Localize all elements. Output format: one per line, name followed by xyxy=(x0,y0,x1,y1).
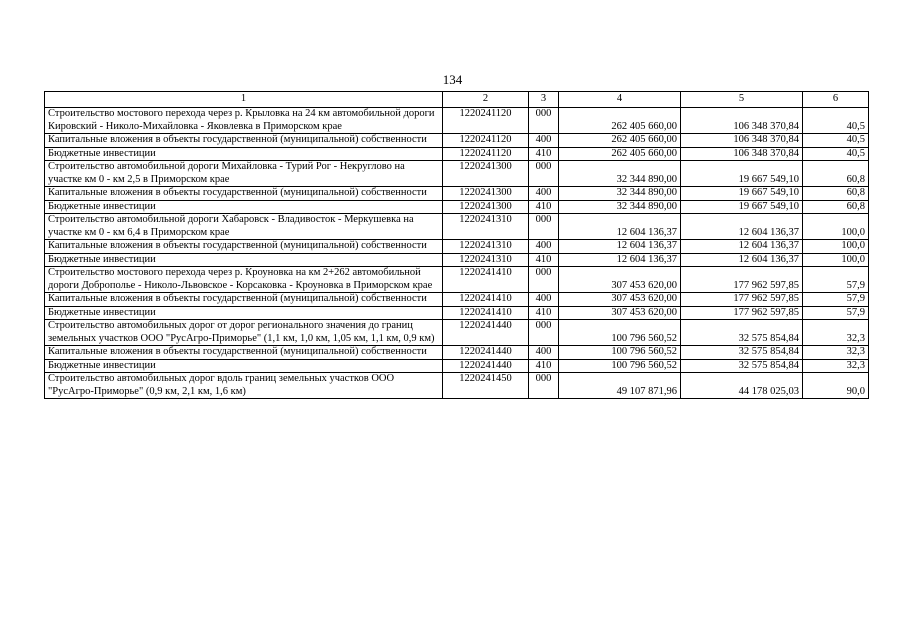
row-name: Капитальные вложения в объекты государственной (муниципальной) собственности xyxy=(45,293,443,307)
row-planned-amount: 307 453 620,00 xyxy=(559,293,681,307)
row-actual-amount: 32 575 854,84 xyxy=(681,359,803,373)
row-expense-type: 400 xyxy=(529,240,559,254)
column-header-1: 1 xyxy=(45,92,443,108)
row-code: 1220241410 xyxy=(443,293,529,307)
row-actual-amount: 19 667 549,10 xyxy=(681,161,803,187)
row-planned-amount: 100 796 560,52 xyxy=(559,359,681,373)
row-expense-type: 410 xyxy=(529,200,559,214)
row-name: Бюджетные инвестиции xyxy=(45,306,443,320)
row-name: Бюджетные инвестиции xyxy=(45,359,443,373)
row-expense-type: 400 xyxy=(529,346,559,360)
row-execution-percent: 60,8 xyxy=(803,200,869,214)
row-expense-type: 000 xyxy=(529,214,559,240)
budget-table xyxy=(44,91,869,399)
row-expense-type: 410 xyxy=(529,253,559,267)
row-expense-type: 000 xyxy=(529,373,559,399)
row-actual-amount: 106 348 370,84 xyxy=(681,134,803,148)
column-header-5: 5 xyxy=(681,92,803,108)
table-body xyxy=(45,108,869,399)
row-code: 1220241120 xyxy=(443,108,529,134)
row-actual-amount: 19 667 549,10 xyxy=(681,187,803,201)
row-execution-percent: 40,5 xyxy=(803,134,869,148)
row-code: 1220241410 xyxy=(443,306,529,320)
row-planned-amount: 32 344 890,00 xyxy=(559,161,681,187)
row-execution-percent: 60,8 xyxy=(803,187,869,201)
row-expense-type: 000 xyxy=(529,320,559,346)
row-execution-percent: 57,9 xyxy=(803,306,869,320)
row-code: 1220241310 xyxy=(443,240,529,254)
row-code: 1220241300 xyxy=(443,187,529,201)
row-name: Бюджетные инвестиции xyxy=(45,253,443,267)
row-planned-amount: 100 796 560,52 xyxy=(559,346,681,360)
table-row xyxy=(45,293,869,307)
column-header-2: 2 xyxy=(443,92,529,108)
table-row xyxy=(45,267,869,293)
row-planned-amount: 262 405 660,00 xyxy=(559,147,681,161)
row-planned-amount: 307 453 620,00 xyxy=(559,306,681,320)
column-header-4: 4 xyxy=(559,92,681,108)
row-actual-amount: 44 178 025,03 xyxy=(681,373,803,399)
row-execution-percent: 100,0 xyxy=(803,214,869,240)
row-execution-percent: 32,3 xyxy=(803,346,869,360)
row-expense-type: 410 xyxy=(529,306,559,320)
page-number: 134 xyxy=(442,72,463,87)
row-code: 1220241120 xyxy=(443,147,529,161)
row-actual-amount: 12 604 136,37 xyxy=(681,240,803,254)
row-name: Строительство автомобильных дорог от дорог регионального значения до границ земельных участков ООО "РусАгро-Приморье" (1,1 км, 1,0 км, 1,05 км, 1,1 км, 0,9 км) xyxy=(45,320,443,346)
table-header-row xyxy=(45,92,869,108)
row-code: 1220241450 xyxy=(443,373,529,399)
row-actual-amount: 32 575 854,84 xyxy=(681,320,803,346)
table-row xyxy=(45,306,869,320)
row-planned-amount: 32 344 890,00 xyxy=(559,187,681,201)
row-code: 1220241440 xyxy=(443,346,529,360)
column-header-3: 3 xyxy=(529,92,559,108)
table-row xyxy=(45,108,869,134)
row-name: Строительство мостового перехода через р. Кроуновка на км 2+262 автомобильной дороги Доброполье - Николо-Львовское - Корсаковка - Кроуновка в Приморском крае xyxy=(45,267,443,293)
row-planned-amount: 49 107 871,96 xyxy=(559,373,681,399)
row-expense-type: 000 xyxy=(529,108,559,134)
row-name: Бюджетные инвестиции xyxy=(45,147,443,161)
row-name: Бюджетные инвестиции xyxy=(45,200,443,214)
row-actual-amount: 177 962 597,85 xyxy=(681,306,803,320)
row-planned-amount: 32 344 890,00 xyxy=(559,200,681,214)
row-code: 1220241310 xyxy=(443,214,529,240)
row-expense-type: 000 xyxy=(529,267,559,293)
row-execution-percent: 40,5 xyxy=(803,147,869,161)
table-row xyxy=(45,200,869,214)
table-row xyxy=(45,253,869,267)
row-actual-amount: 32 575 854,84 xyxy=(681,346,803,360)
row-code: 1220241410 xyxy=(443,267,529,293)
row-expense-type: 000 xyxy=(529,161,559,187)
row-expense-type: 410 xyxy=(529,147,559,161)
row-actual-amount: 106 348 370,84 xyxy=(681,147,803,161)
row-code: 1220241300 xyxy=(443,161,529,187)
row-code: 1220241310 xyxy=(443,253,529,267)
row-execution-percent: 40,5 xyxy=(803,108,869,134)
row-code: 1220241120 xyxy=(443,134,529,148)
row-actual-amount: 12 604 136,37 xyxy=(681,253,803,267)
row-planned-amount: 262 405 660,00 xyxy=(559,134,681,148)
row-execution-percent: 57,9 xyxy=(803,293,869,307)
row-execution-percent: 32,3 xyxy=(803,320,869,346)
row-expense-type: 410 xyxy=(529,359,559,373)
row-name: Капитальные вложения в объекты государственной (муниципальной) собственности xyxy=(45,187,443,201)
row-planned-amount: 100 796 560,52 xyxy=(559,320,681,346)
row-actual-amount: 177 962 597,85 xyxy=(681,293,803,307)
row-execution-percent: 100,0 xyxy=(803,240,869,254)
table-row xyxy=(45,240,869,254)
row-execution-percent: 90,0 xyxy=(803,373,869,399)
table-row xyxy=(45,346,869,360)
row-execution-percent: 100,0 xyxy=(803,253,869,267)
column-header-6: 6 xyxy=(803,92,869,108)
row-code: 1220241300 xyxy=(443,200,529,214)
row-name: Строительство автомобильных дорог вдоль границ земельных участков ООО "РусАгро-Приморье" (0,9 км, 2,1 км, 1,6 км) xyxy=(45,373,443,399)
row-actual-amount: 177 962 597,85 xyxy=(681,267,803,293)
row-actual-amount: 12 604 136,37 xyxy=(681,214,803,240)
table-row xyxy=(45,161,869,187)
row-expense-type: 400 xyxy=(529,134,559,148)
table-row xyxy=(45,147,869,161)
table-row xyxy=(45,373,869,399)
row-name: Капитальные вложения в объекты государственной (муниципальной) собственности xyxy=(45,134,443,148)
row-name: Строительство автомобильной дороги Михайловка - Турий Рог - Некруглово на участке км 0 - км 2,5 в Приморском крае xyxy=(45,161,443,187)
table-row xyxy=(45,134,869,148)
row-execution-percent: 57,9 xyxy=(803,267,869,293)
row-planned-amount: 12 604 136,37 xyxy=(559,253,681,267)
row-execution-percent: 60,8 xyxy=(803,161,869,187)
row-expense-type: 400 xyxy=(529,293,559,307)
row-expense-type: 400 xyxy=(529,187,559,201)
row-code: 1220241440 xyxy=(443,320,529,346)
row-name: Строительство мостового перехода через р. Крыловка на 24 км автомобильной дороги Кировский - Николо-Михайловка - Яковлевка в Приморском крае xyxy=(45,108,443,134)
table-row xyxy=(45,320,869,346)
row-actual-amount: 19 667 549,10 xyxy=(681,200,803,214)
row-actual-amount: 106 348 370,84 xyxy=(681,108,803,134)
row-name: Капитальные вложения в объекты государственной (муниципальной) собственности xyxy=(45,346,443,360)
row-planned-amount: 12 604 136,37 xyxy=(559,240,681,254)
row-planned-amount: 12 604 136,37 xyxy=(559,214,681,240)
table-row xyxy=(45,187,869,201)
row-name: Капитальные вложения в объекты государственной (муниципальной) собственности xyxy=(45,240,443,254)
row-planned-amount: 307 453 620,00 xyxy=(559,267,681,293)
row-code: 1220241440 xyxy=(443,359,529,373)
table-row xyxy=(45,359,869,373)
row-execution-percent: 32,3 xyxy=(803,359,869,373)
table-row xyxy=(45,214,869,240)
row-name: Строительство автомобильной дороги Хабаровск - Владивосток - Меркушевка на участке км 0 - км 6,4 в Приморском крае xyxy=(45,214,443,240)
row-planned-amount: 262 405 660,00 xyxy=(559,108,681,134)
